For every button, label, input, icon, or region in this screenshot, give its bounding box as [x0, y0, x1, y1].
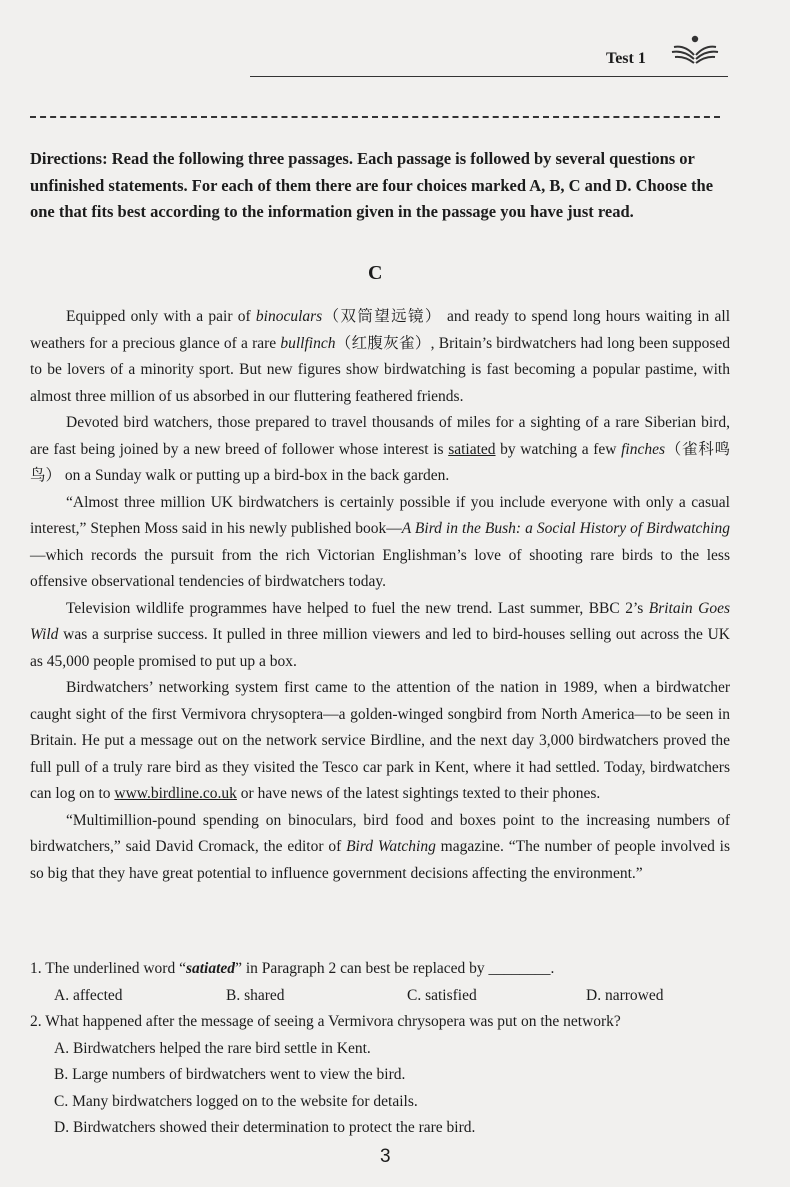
header-rule — [250, 76, 728, 77]
directions-text: Directions: Read the following three passages. Each passage is followed by several questions or unfinished statements. For each of them there are four choices marked A, B, C and D. Choose the one that fits best according to the information given in the passage you have just read. — [30, 149, 714, 221]
q1-option-a[interactable]: A. affected — [54, 986, 123, 1004]
paragraph-4: Television wildlife programmes have helped to fuel the new trend. Last summer, BBC 2’s Britain Goes Wild was a surprise success. It pulled in three million viewers and led to bird-houses selling out across the UK as 45,000 people promised to put up a box. — [30, 599, 730, 670]
passage-letter: C — [368, 262, 383, 284]
programme-title: Britain Goes Wild — [30, 599, 730, 643]
book-logo-icon — [670, 33, 720, 69]
book-title: A Bird in the Bush: a Social History of Birdwatching — [401, 520, 730, 537]
header-title: Test 1 — [606, 50, 646, 67]
paragraph-1: Equipped only with a pair of binoculars（双筒望远镜） and ready to spend long hours waiting in all weathers for a precious glance of a rare bullfinch（红腹灰雀）, Britain’s birdwatchers had long been supposed to be lovers of a minority sport. But new figures show birdwatching is fast becoming a popular pastime, with almost three million of us absorbed in our fluttering feathered friends. — [30, 308, 731, 405]
dashed-divider — [30, 116, 720, 118]
website-link[interactable]: www.birdline.co.uk — [114, 785, 237, 802]
paragraph-6: “Multimillion-pound spending on binoculars, bird food and boxes point to the increasing numbers of birdwatchers,” said David Cromack, the editor of Bird Watching magazine. “The number of people involved is so big that they have great potential to influence government decisions affecting the environment.” — [30, 811, 730, 882]
passage-body — [30, 304, 730, 887]
q2-option-a[interactable]: A. Birdwatchers helped the rare bird settle in Kent. — [54, 1039, 371, 1057]
q1-option-b[interactable]: B. shared — [226, 986, 285, 1004]
paragraph-5: Birdwatchers’ networking system first came to the attention of the nation in 1989, when a birdwatcher caught sight of the first Vermivora chrysoptera—a golden-winged songbird from North America—to be seen in Britain. He put a message out on the network service Birdline, and the next day 3,000 birdwatchers proved the full pull of a truly rare bird as they visited the Tesco car park in Kent, where it had settled. Today, birdwatchers can log on to www.birdline.co.uk or have news of the latest sightings texted to their phones. — [30, 679, 730, 802]
q2-option-b[interactable]: B. Large numbers of birdwatchers went to view the bird. — [54, 1066, 406, 1083]
paragraph-3: “Almost three million UK birdwatchers is certainly possible if you include everyone with only a casual interest,” Stephen Moss said in his newly published book—A Bird in the Bush: a Social History of Birdwatching—which records the pursuit from the rich Victorian Englishman’s love of shooting rare birds to the less offensive observational tendencies of birdwatchers today. — [30, 493, 730, 590]
question-2: 2. What happened after the message of seeing a Vermivora chrysopera was put on the network? — [30, 1013, 621, 1030]
questions-section — [30, 956, 730, 1142]
page-number: 3 — [380, 1146, 391, 1167]
q1-option-d[interactable]: D. narrowed — [586, 986, 664, 1004]
magazine-title: Bird Watching — [346, 838, 436, 855]
question-1: 1. The underlined word “satiated” in Paragraph 2 can best be replaced by ________. — [30, 960, 555, 977]
q1-option-c[interactable]: C. satisfied — [407, 986, 477, 1004]
underlined-word: satiated — [448, 440, 496, 458]
q2-option-c[interactable]: C. Many birdwatchers logged on to the website for details. — [54, 1092, 418, 1110]
q2-option-d[interactable]: D. Birdwatchers showed their determination to protect the rare bird. — [54, 1119, 476, 1136]
paragraph-2: Devoted bird watchers, those prepared to travel thousands of miles for a sighting of a rare Siberian bird, are fast being joined by a new breed of follower whose interest is satiated by watching a few finches（雀科鸣鸟） on a Sunday walk or putting up a bird-box in the back garden. — [30, 414, 730, 484]
question-1-options — [30, 983, 730, 1010]
